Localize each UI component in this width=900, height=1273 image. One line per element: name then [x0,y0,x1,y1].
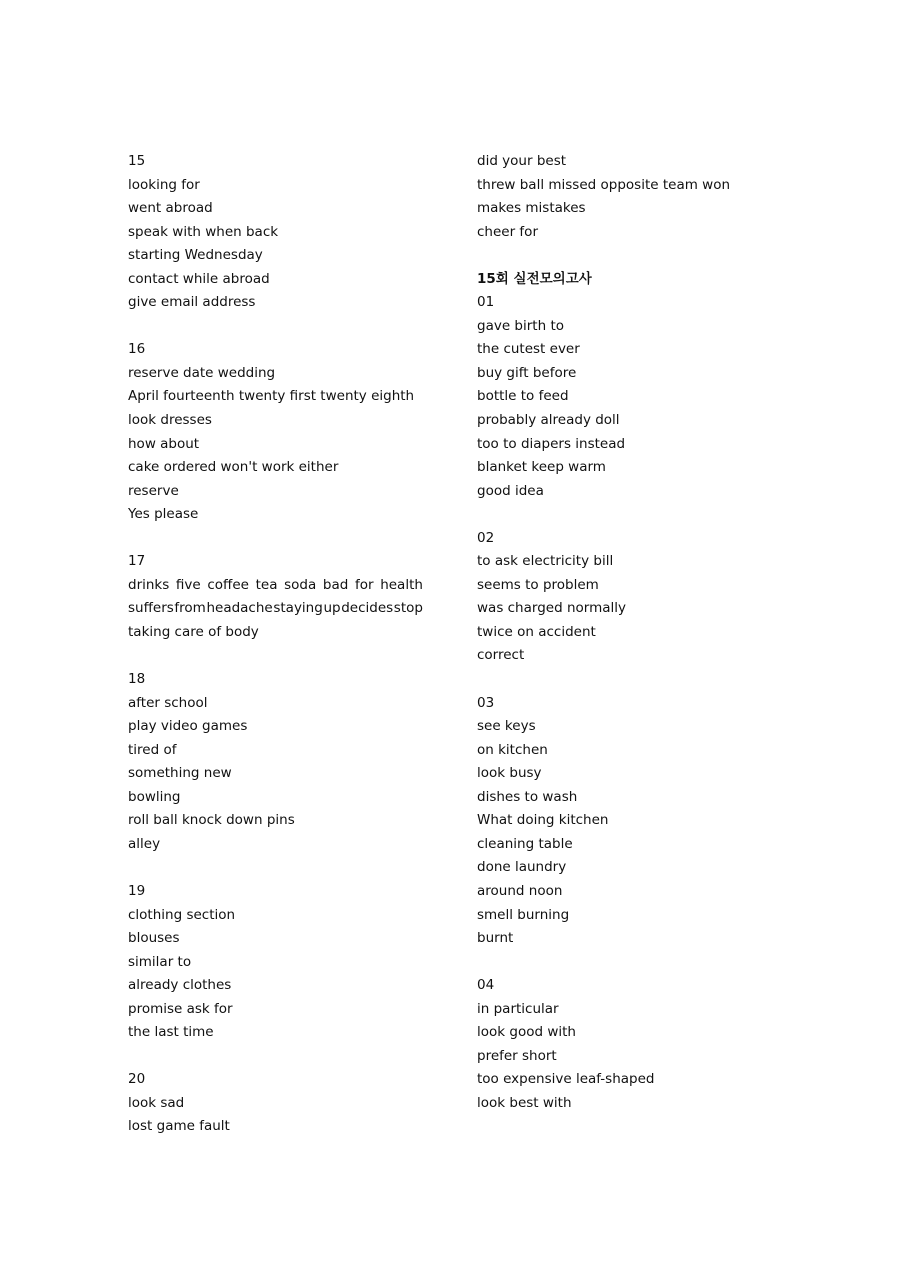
section-number: 18 [128,671,146,688]
phrase-line: give email address [128,294,256,311]
section-gap [128,856,423,880]
phrase-line: reserve date wedding [128,364,276,381]
word: five [175,576,201,593]
word: soda [284,576,317,593]
phrase-line: threw ball missed opposite team won [477,176,731,193]
section-number: 17 [128,553,146,570]
word: tea [255,576,278,593]
section-number: 01 [477,294,495,311]
word: staying [273,600,323,617]
phrase-line: prefer short [477,1047,557,1064]
phrase-line: bowling [128,788,181,805]
phrase-line: something new [128,765,232,782]
phrase-line: probably already doll [477,412,620,429]
word: stop [393,600,423,617]
word: headache [206,600,273,617]
phrase-line: cake ordered won't work either [128,459,339,476]
phrase-line: reserve [128,482,179,499]
section-number: 03 [477,694,495,711]
phrase-line: buy gift before [477,364,577,381]
phrase-line: lost game fault [128,1118,230,1135]
phrase-line: bottle to feed [477,388,569,405]
phrase-line: starting Wednesday [128,247,263,264]
right-column [477,150,777,1115]
phrase-line: speak with when back [128,223,279,240]
section-number: 16 [128,341,146,358]
test-heading: 15회 실전모의고사 [477,270,592,287]
justified-phrase-line [128,597,423,621]
justified-phrase-line [128,574,423,598]
phrase-line: play video games [128,718,248,735]
section-number: 04 [477,977,495,994]
phrase-line: too to diapers instead [477,435,626,452]
phrase-line: in particular [477,1000,559,1017]
phrase-line: already clothes [128,977,232,994]
phrase-line: look good with [477,1024,576,1041]
phrase-line: see keys [477,718,536,735]
phrase-line: the cutest ever [477,341,580,358]
phrase-line: to ask electricity bill [477,553,614,570]
word: from [174,600,206,617]
phrase-line: What doing kitchen [477,812,609,829]
section-number: 19 [128,882,146,899]
phrase-line: correct [477,647,525,664]
section-gap [128,315,423,339]
phrase-line: dishes to wash [477,788,578,805]
section-gap [128,527,423,551]
phrase-line: roll ball knock down pins [128,812,295,829]
phrase-line: Yes please [128,506,199,523]
phrase-line: similar to [128,953,192,970]
phrase-line: promise ask for [128,1000,233,1017]
phrase-line: look busy [477,765,542,782]
phrase-line: tired of [128,741,177,758]
section-gap [128,644,423,668]
phrase-line: look best with [477,1094,572,1111]
phrase-line: burnt [477,930,514,947]
section-number: 02 [477,529,495,546]
word: decides [341,600,394,617]
phrase-line: the last time [128,1024,214,1041]
phrase-line: after school [128,694,208,711]
left-column [128,150,423,1139]
phrase-line: seems to problem [477,576,599,593]
phrase-line: too expensive leaf-shaped [477,1071,655,1088]
section-gap [477,503,777,527]
phrase-line: blouses [128,930,180,947]
phrase-line: smell burning [477,906,570,923]
section-gap [128,1045,423,1069]
word: bad [322,576,349,593]
phrase-line: blanket keep warm [477,459,606,476]
phrase-line: did your best [477,153,567,169]
phrase-line: cleaning table [477,835,573,852]
phrase-line: done laundry [477,859,567,876]
phrase-line: look dresses [128,412,212,429]
phrase-line: good idea [477,482,544,499]
phrase-line: alley [128,835,161,852]
word: up [323,600,341,617]
section-number: 20 [128,1071,146,1088]
phrase-line: looking for [128,176,200,193]
phrase-line: went abroad [128,200,213,217]
phrase-line: clothing section [128,906,236,923]
phrase-line: cheer for [477,223,538,240]
phrase-line: was charged normally [477,600,626,617]
section-gap [477,668,777,692]
phrase-line: taking care of body [128,623,259,640]
phrase-line: look sad [128,1094,185,1111]
phrase-line: gave birth to [477,317,564,334]
phrase-line: how about [128,435,200,452]
word: coffee [207,576,249,593]
phrase-line: makes mistakes [477,200,586,217]
word: for [354,576,374,593]
word: suffers [128,600,174,617]
section-number: 15 [128,153,146,169]
phrase-line: on kitchen [477,741,548,758]
phrase-line: around noon [477,882,563,899]
word: drinks [128,576,170,593]
section-gap [477,244,777,268]
section-gap [477,951,777,975]
phrase-line: contact while abroad [128,270,270,287]
word: health [380,576,423,593]
phrase-line: April fourteenth twenty first twenty eighth [128,388,415,405]
phrase-line: twice on accident [477,623,596,640]
